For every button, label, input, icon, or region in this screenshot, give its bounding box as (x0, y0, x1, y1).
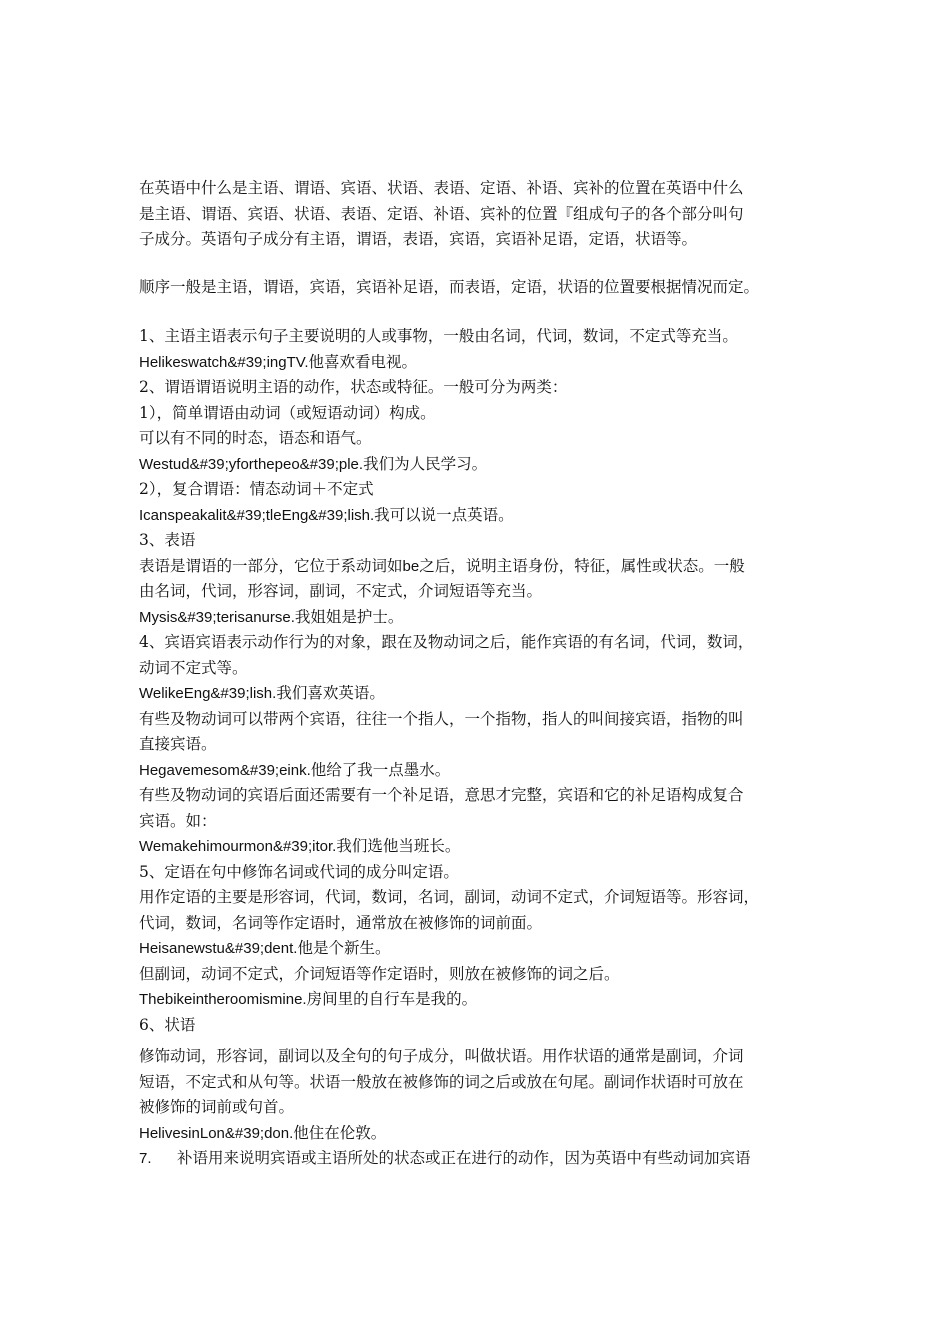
order-paragraph: 顺序一般是主语，谓语，宾语，宾语补足语，而表语，定语，状语的位置要根据情况而定。 (139, 277, 760, 296)
example-en: Icanspeakalit&#39;tleEng&#39;lish. (139, 506, 375, 524)
paragraph-line: 有些及物动词的宾语后面还需要有一个补足语，意思才完整，宾语和它的补足语构成复合 (139, 786, 744, 804)
example-sentence (139, 834, 829, 860)
example-en: Westud&#39;yforthepeo&#39;ple. (139, 455, 364, 473)
example-zh: 我们选他当班长。 (336, 837, 461, 855)
section-3-title: 3、表语 (139, 531, 196, 549)
example-sentence (139, 936, 829, 962)
intro-line: 子成分。英语句子成分有主语，谓语，表语，宾语，宾语补足语，定语，状语等。 (139, 230, 698, 248)
example-sentence (139, 681, 829, 707)
example-zh: 房间里的自行车是我的。 (306, 990, 478, 1008)
section-4-title: 4、宾语宾语表示动作行为的对象，跟在及物动词之后，能作宾语的有名词，代词，数词， (139, 633, 754, 651)
text-part: 表语是谓语的一部分，它位于系动词如 (139, 556, 403, 575)
example-sentence (139, 758, 829, 784)
example-en: Thebikeintheroomismine. (139, 991, 307, 1008)
section-5-title: 5、定语在句中修饰名词或代词的成分叫定语。 (139, 862, 459, 881)
paragraph-line: 被修饰的词前或句首。 (139, 1098, 295, 1116)
example-sentence (139, 452, 829, 478)
paragraph-line (139, 554, 829, 580)
example-en: Wemakehimourmon&#39;itor. (139, 838, 337, 855)
paragraph-line: 动词不定式等。 (139, 658, 248, 677)
example-en: Heisanewstu&#39;dent. (139, 940, 298, 957)
subsection-text: 可以有不同的时态，语态和语气。 (139, 429, 372, 447)
example-en: HelivesinLon&#39;don. (139, 1124, 294, 1142)
paragraph-line: 但副词，动词不定式，介词短语等作定语时，则放在被修饰的词之后。 (139, 964, 620, 983)
text-part-en: be (402, 557, 420, 575)
intro-line: 是主语、谓语、宾语、状语、表语、定语、补语、宾补的位置『组成句子的各个部分叫句 (139, 204, 744, 223)
subsection-text: 1），简单谓语由动词（或短语动词）构成。 (139, 403, 436, 422)
example-sentence (139, 1121, 829, 1147)
section-7-number: 7. (139, 1150, 152, 1167)
intro-line: 在英语中什么是主语、谓语、宾语、状语、表语、定语、补语、宾补的位置在英语中什么 (139, 179, 744, 197)
example-sentence (139, 605, 829, 631)
paragraph-line: 短语，不定式和从句等。状语一般放在被修饰的词之后或放在句尾。副词作状语时可放在 (139, 1072, 744, 1091)
section-7-line (139, 1146, 829, 1172)
subsection-text: 2），复合谓语：情态动词＋不定式 (139, 480, 374, 498)
example-zh: 我可以说一点英语。 (374, 505, 514, 524)
text-part: 之后，说明主语身份，特征，属性或状态。一般 (419, 556, 745, 575)
example-sentence (139, 987, 829, 1013)
example-sentence (139, 503, 829, 529)
paragraph-line: 修饰动词，形容词，副词以及全句的句子成分，叫做状语。用作状语的通常是副词，介词 (139, 1047, 744, 1065)
example-zh: 我们为人民学习。 (363, 454, 488, 473)
paragraph-line: 用作定语的主要是形容词，代词，数词，名词，副词，动词不定式，介词短语等。形容词， (139, 888, 760, 906)
example-zh: 我们喜欢英语。 (276, 684, 385, 702)
section-1-title: 1、主语主语表示句子主要说明的人或事物，一般由名词，代词，数词，不定式等充当。 (139, 327, 738, 345)
example-zh: 他喜欢看电视。 (308, 352, 418, 371)
example-en: Helikeswatch&#39;ingTV. (139, 353, 309, 371)
example-zh: 他给了我一点墨水。 (310, 760, 451, 779)
example-en: Mysis&#39;terisanurse. (139, 608, 295, 626)
example-zh: 他是个新生。 (297, 939, 391, 957)
paragraph-line: 宾语。如： (139, 811, 217, 830)
example-zh: 他住在伦敦。 (293, 1123, 387, 1142)
paragraph-line: 有些及物动词可以带两个宾语，往往一个指人，一个指物，指人的叫间接宾语，指物的叫 (139, 709, 744, 728)
paragraph-line: 直接宾语。 (139, 735, 217, 753)
section-6-title: 6、状语 (139, 1015, 196, 1034)
example-zh: 我姐姐是护士。 (294, 607, 404, 626)
paragraph-line: 代词，数词，名词等作定语时，通常放在被修饰的词前面。 (139, 913, 543, 932)
section-7-text: 补语用来说明宾语或主语所处的状态或正在进行的动作，因为英语中有些动词加宾语 (177, 1149, 751, 1167)
example-sentence (139, 350, 829, 376)
section-2-title: 2、谓语谓语说明主语的动作，状态或特征。一般可分为两类： (139, 378, 568, 396)
example-en: Hegavemesom&#39;eink. (139, 761, 311, 779)
example-en: WelikeEng&#39;lish. (139, 685, 277, 702)
paragraph-line: 由名词，代词，形容词，副词，不定式，介词短语等充当。 (139, 582, 543, 600)
document-body (139, 176, 829, 1172)
